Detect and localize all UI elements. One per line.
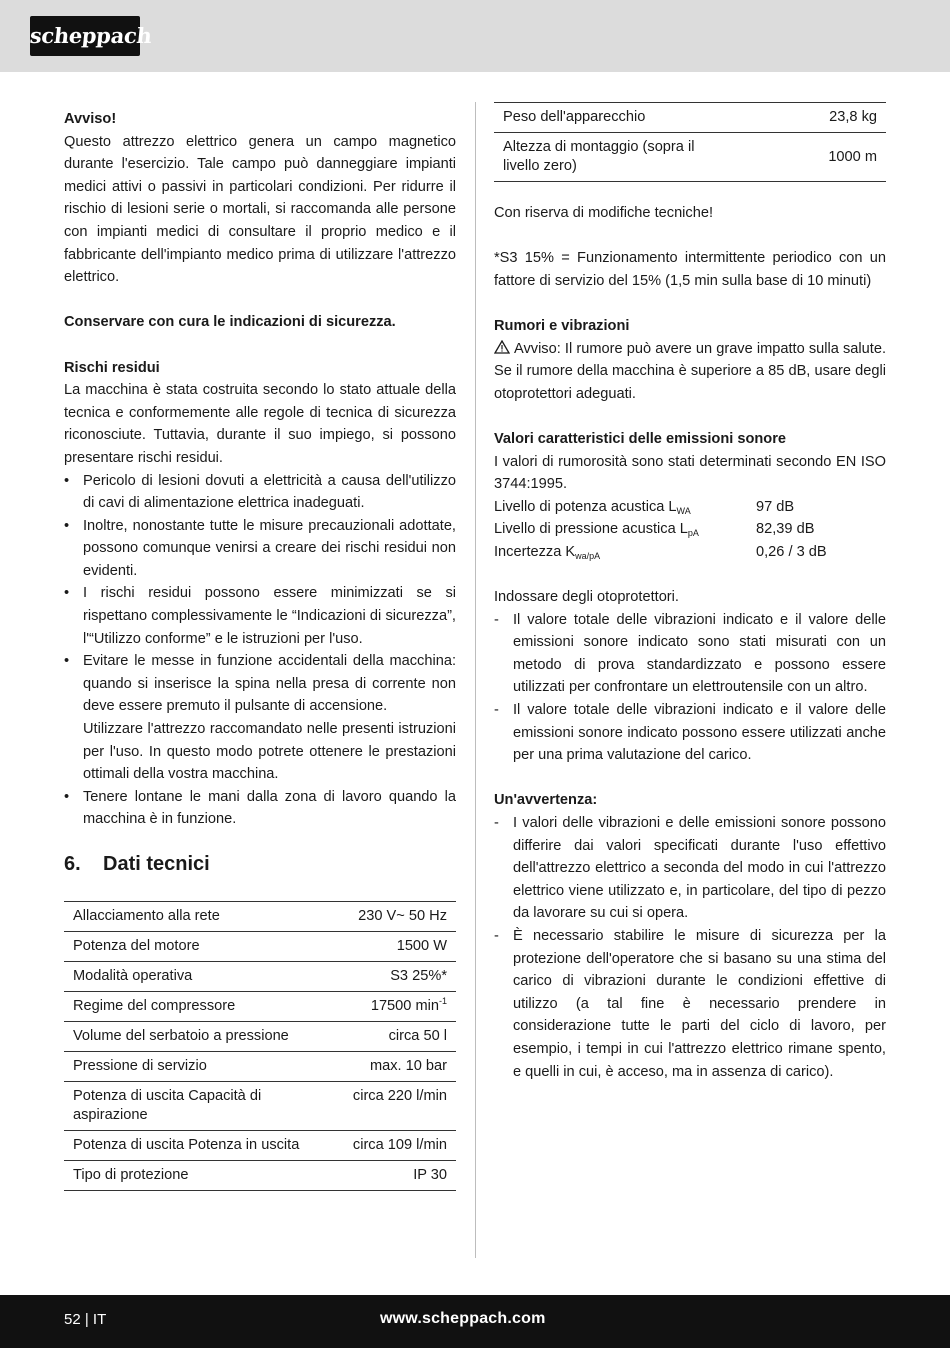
table-row	[64, 962, 456, 992]
rumori-title: Rumori e vibrazioni	[494, 317, 630, 334]
left-column	[64, 108, 456, 1191]
avviso-title: Avviso!	[64, 111, 117, 127]
list-item: • Pericolo di lesioni dovuti a elettricità a causa dell'utilizzo di cavi di alimentazione elettrica inadeguati.	[64, 470, 456, 515]
noise-row	[494, 496, 886, 519]
table-row	[64, 1022, 456, 1052]
spec-value: 1000 m	[734, 133, 886, 182]
list-item: - Il valore totale delle vibrazioni indicato e il valore delle emissioni sonore indicato possono essere utilizzati anche per una prima valutazione del carico.	[494, 699, 886, 767]
spec-label: Potenza del motore	[64, 932, 324, 962]
table-row	[64, 902, 456, 932]
valori-title: Valori caratteristici delle emissioni sonore	[494, 430, 786, 447]
rischi-text: La macchina è stata costruita secondo lo stato attuale della tecnica e conformemente alle regole di tecnica di sicurezza riconosciute. Tuttavia, durante il suo impiego, si possono presentare rischi residui.	[64, 382, 456, 466]
spec-label: Volume del serbatoio a pressione	[64, 1022, 324, 1052]
section-number: 6.	[64, 853, 81, 875]
list-item: - È necessario stabilire le misure di sicurezza per la protezione dell'operatore che si basano su una stima del carico di vibrazioni durante le condizioni effettive di utilizzo (a tal fine è necessario prendere in considerazione tutte le parti del ciclo di lavoro, per esempio, i tempi in cui l'attrezzo elettrico rimane spento, e quelli in cui, è acceso, ma in assenza di carico).	[494, 925, 886, 1083]
spec-value: 23,8 kg	[734, 103, 886, 133]
list-item: • Tenere lontane le mani dalla zona di lavoro quando la macchina è in funzione.	[64, 786, 456, 831]
spec-value: circa 50 l	[324, 1022, 456, 1052]
spec-label: Peso dell'apparecchio	[494, 103, 734, 133]
rischi-title: Rischi residui	[64, 359, 160, 376]
page-footer	[0, 1295, 950, 1348]
noise-label: Incertezza $K_{wa/pA}$	[494, 543, 601, 561]
spec-label: Tipo di protezione	[64, 1161, 324, 1191]
spec-value: 230 V~ 50 Hz	[324, 902, 456, 932]
noise-row	[494, 541, 886, 564]
avvertenza-title: Un'avvertenza:	[494, 792, 598, 809]
list-item: • I rischi residui possono essere minimizzati se si rispettano complessivamente le “Indicazioni di sicurezza”, l'“Utilizzo conforme” e le istruzioni per l'uso.	[64, 582, 456, 650]
rischi-list	[64, 470, 456, 832]
spec-value: 17500 $\min^{-1}$	[324, 992, 456, 1022]
spec-label: Potenza di uscita Capacità di aspirazione	[64, 1082, 324, 1131]
valori-text: I valori di rumorosità sono stati determinati secondo EN ISO 3744:1995.	[494, 453, 886, 493]
conservare-note: Conservare con cura le indicazioni di sicurezza.	[64, 314, 396, 331]
brand-logo-text: scheppach	[28, 23, 153, 48]
page-number: 52 | IT	[64, 1311, 107, 1328]
column-divider	[475, 102, 476, 1258]
spec-value: max. 10 bar	[324, 1052, 456, 1082]
spec-label: Regime del compressore	[64, 992, 324, 1022]
tech-data-table-continued	[494, 102, 886, 182]
table-row	[64, 1082, 456, 1131]
spec-value: IP 30	[324, 1161, 456, 1191]
spec-label: Potenza di uscita Potenza in uscita	[64, 1131, 324, 1161]
riserva-note: Con riserva di modifiche tecniche!	[494, 205, 714, 221]
table-row	[494, 133, 886, 182]
brand-logo	[28, 16, 153, 56]
list-item	[64, 650, 456, 786]
right-column	[494, 102, 886, 1083]
table-row	[64, 932, 456, 962]
spec-value: 1500 W	[324, 932, 456, 962]
avvertenza-list	[494, 812, 886, 1083]
table-row	[494, 103, 886, 133]
list-item: - I valori delle vibrazioni e delle emissioni sonore possono differire dai valori specificati durante l'uso effettivo dell'attrezzo elettrico a seconda del modo in cui l'attrezzo elettrico viene utilizzato e, in particolare, del tipo di pezzo da lavorare su cui si opera.	[494, 812, 886, 925]
tech-data-table	[64, 901, 456, 1191]
spec-value: circa 220 l/min	[324, 1082, 456, 1131]
spec-label: Pressione di servizio	[64, 1052, 324, 1082]
rumori-text: Avviso: Il rumore può avere un grave impatto sulla salute. Se il rumore della macchina è superiore a 85 dB, usare degli otoprotettori adeguati.	[494, 340, 886, 402]
list-item: - Il valore totale delle vibrazioni indicato e il valore delle emissioni sonore indicato sono stati misurati con un metodo di prova standardizzato e possono essere utilizzati per confrontare un elettroutensile con un altro.	[494, 609, 886, 699]
avviso-text: Questo attrezzo elettrico genera un campo magnetico durante l'esercizio. Tale campo può danneggiare impianti medici attivi o passivi in particolari condizioni. Per ridurre il rischio di lesioni serie o mortali, si raccomanda alle persone con impianti medici di consultare il proprio medico e il fabbricante dell'impianto medico prima di utilizzare l'attrezzo elettrico.	[64, 133, 456, 286]
spec-label: Altezza di montaggio (sopra il livello zero)	[494, 133, 734, 182]
table-row	[64, 992, 456, 1022]
table-row	[64, 1131, 456, 1161]
s3-note: *S3 15% = Funzionamento intermittente periodico con un fattore di servizio del 15% (1,5 min sulla base di 10 minuti)	[494, 250, 886, 289]
page-header	[0, 0, 950, 72]
spec-label: Allacciamento alla rete	[64, 902, 324, 932]
noise-value: 97 dB	[756, 498, 795, 515]
spec-value: circa 109 l/min	[324, 1131, 456, 1161]
noise-label: Livello di potenza acustica $L_{WA}$	[494, 498, 691, 516]
list-item: • Inoltre, nonostante tutte le misure precauzionali adottate, possono comunque venirsi a creare dei rischi residui non evidenti.	[64, 515, 456, 583]
section-heading	[64, 851, 456, 877]
noise-row	[494, 518, 886, 541]
website-url: www.scheppach.com	[380, 1310, 546, 1327]
noise-value: 0,26 / 3 dB	[756, 543, 827, 560]
indossare-note: Indossare degli otoprotettori.	[494, 589, 679, 606]
table-row	[64, 1161, 456, 1191]
spec-value: S3 25%*	[324, 962, 456, 992]
table-row	[64, 1052, 456, 1082]
vibration-list	[494, 609, 886, 767]
noise-label: Livello di pressione acustica $L_{pA}$	[494, 521, 699, 539]
warning-icon	[494, 340, 510, 354]
spec-label: Modalità operativa	[64, 962, 324, 992]
list-item-text: Evitare le messe in funzione accidentali della macchina: quando si inserisce la spina nella presa di corrente non deve essere premuto il pulsante di accensione.	[83, 653, 456, 715]
noise-value: 82,39 dB	[756, 521, 815, 538]
list-item-extra: Utilizzare l'attrezzo raccomandato nelle presenti istruzioni per l'uso. In questo modo potrete ottenere le prestazioni ottimali della vostra macchina.	[83, 721, 456, 783]
section-title: Dati tecnici	[103, 853, 210, 875]
